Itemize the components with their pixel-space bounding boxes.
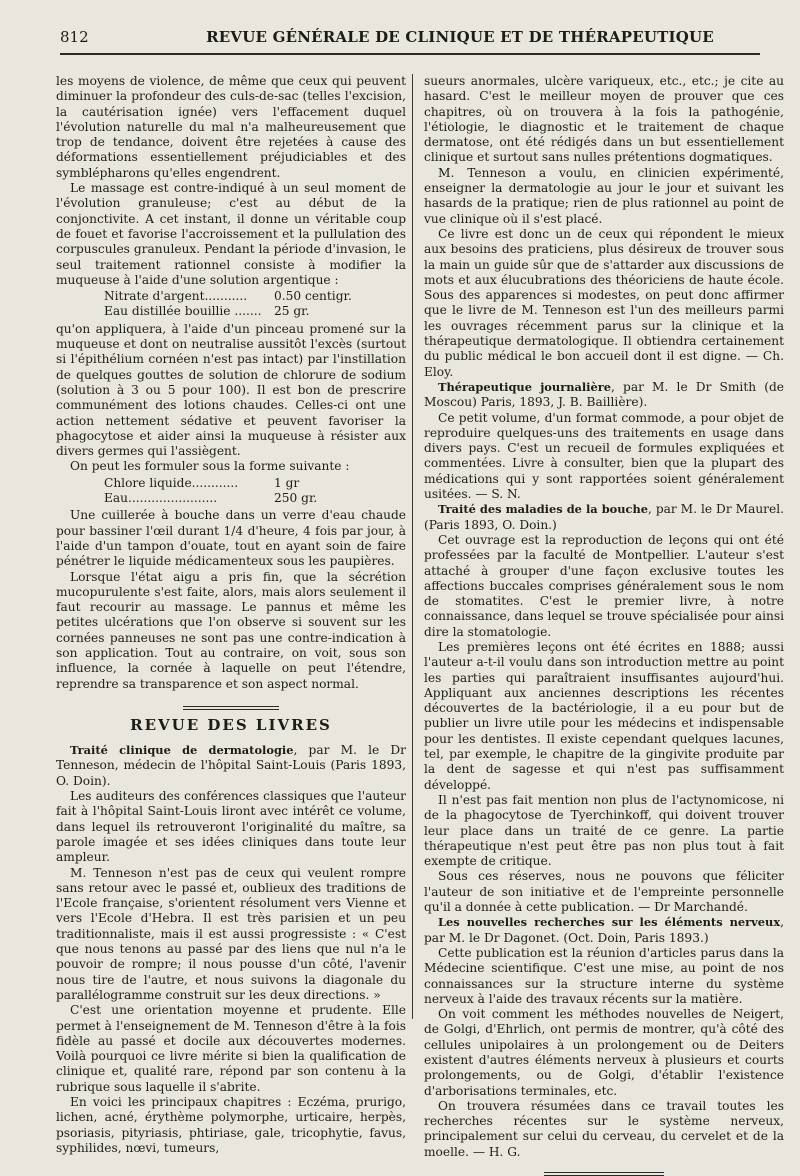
book-entry <box>424 380 784 411</box>
end-rule <box>544 1172 664 1176</box>
running-title: REVUE GÉNÉRALE DE CLINIQUE ET DE THÉRAPEUTIQUE <box>206 28 714 46</box>
paragraph: les moyens de violence, de même que ceux qui peuvent diminuer la profondeur des culs-de-sac (telles l'excision, la cautérisation ignée) vers l'effacement duquel l'évolution naturelle du mal n'a malheureusement que trop de tendance, doivent être rejetées à cause des déformations essentiellement préjudiciables et des symblépharons qu'elles engendrent. <box>56 74 406 180</box>
ingredient-name: Chlore liquide............ <box>104 475 239 490</box>
ingredient-dose: 0.50 centigr. <box>274 289 352 304</box>
section-separator <box>183 706 279 710</box>
book-citation: , par M. le Dr Smith (de Moscou) Paris, 1893, J. B. Baillière). <box>424 379 784 410</box>
paragraph: C'est une orientation moyenne et prudente. Elle permet à l'enseignement de M. Tenneson d'être à la fois fidèle au passé et docile aux découvertes modernes. Voilà pourquoi ce livre mérite si bien la qualification de clinique et, qualité rare, répond par son contenu à la rubrique sous laquelle il s'abrite. <box>56 1003 406 1094</box>
header-rule <box>60 53 760 55</box>
paragraph: sueurs anormales, ulcère variqueux, etc., etc.; je cite au hasard. C'est le meilleur moyen de prouver que ces chapitres, où on trouvera à la fois la pathogénie, l'étiologie, le diagnostic et le traitement de chaque dermatose, ont été rédigés dans un but essentiellement clinique et surtout sans nulles prétentions dogmatiques. <box>424 74 784 165</box>
book-title: Les nouvelles recherches sur les éléments nerveux <box>438 915 781 930</box>
ingredient-name: Nitrate d'argent........... <box>104 289 248 304</box>
prescription-formula <box>56 289 406 320</box>
paragraph: Une cuillerée à bouche dans un verre d'eau chaude pour bassiner l'œil durant 1/4 d'heure, 4 fois par jour, à l'aide d'un tampon d'ouate, tout en ayant soin de faire pénétrer le liquide médicamenteux sous les paupières. <box>56 508 406 569</box>
paragraph: Cet ouvrage est la reproduction de leçons qui ont été professées par la faculté de Montpellier. L'auteur s'est attaché à grouper d'une façon exclusive toutes les affections buccales comprises généralement sous le nom de stomatites. C'est le premier livre, à notre connaissance, dans lequel se trouve spécialisée pour ainsi dire la stomatologie. <box>424 532 784 639</box>
paragraph: Sous ces réserves, nous ne pouvons que féliciter l'auteur de son initiative et de l'empreinte personnelle qu'il a donnée à cette publication. — Dr Marchandé. <box>424 869 784 915</box>
book-entry <box>424 915 784 946</box>
paragraph: Le massage est contre-indiqué à un seul moment de l'évolution granuleuse; c'est au début de la conjonctivite. A cet instant, il donne un véritable coup de fouet et favorise l'accroissement et la pullulation des corpuscules granuleux. Pendant la période d'invasion, le seul traitement rationnel consiste à modifier la muqueuse à l'aide d'une solution argentique : <box>56 181 406 287</box>
page-header <box>60 28 760 54</box>
ingredient-dose: 25 gr. <box>274 304 310 319</box>
formula-row <box>56 491 406 506</box>
paragraph: M. Tenneson n'est pas de ceux qui veulent rompre sans retour avec le passé et, oublieux des traditions de l'Ecole française, s'orientent résolument vers Vienne et vers l'Ecole d'Hebra. Il est très parisien et un peu traditionnaliste, mais il est aussi progressiste : « C'est que nous tenons au passé par des liens que nul n'a le pouvoir de rompre; il nous pousse d'un côté, l'avenir nous tire de l'autre, et nous suivons la diagonale du parallélogramme construit sur les deux directions. » <box>56 865 406 1002</box>
paragraph: Les premières leçons ont été écrites en 1888; aussi l'auteur a-t-il voulu dans son introduction mettre au point les parties qui paraîtraient insuffisantes aujourd'hui. Appliquant aux anciennes descriptions les récentes découvertes de la bactériologie, il a eu pour but de publier un livre utile pour les médecins et indispensable pour les dentistes. Il existe cependant quelques lacunes, tel, par exemple, le chapitre de la gingivite produite par la dent de sagesse et qui n'est pas suffisamment développé. <box>424 639 784 792</box>
book-citation: , par M. le Dr Tenneson, médecin de l'hôpital Saint-Louis (Paris 1893, O. Doin). <box>56 743 407 788</box>
paragraph: On peut les formuler sous la forme suivante : <box>70 459 350 474</box>
paragraph: On voit comment les méthodes nouvelles de Neigert, de Golgi, d'Ehrlich, ont permis de montrer, qu'à côté des cellules unipolaires à un prolongement ou de Deiters existent d'autres éléments nerveux à plusieurs et courts prolongements, ou de Golgi, d'établir l'existence d'arborisations terminales, etc. <box>424 1007 784 1098</box>
paragraph: Cette publication est la réunion d'articles parus dans la Médecine scientifique. C'est une mise, au point de nos connaissances sur la structure interne du système nerveux à l'aide des travaux récents sur la matière. <box>424 945 784 1006</box>
left-column <box>56 74 407 1155</box>
book-title: Traité des maladies de la bouche <box>438 502 649 517</box>
column-divider <box>412 74 413 1019</box>
prescription-formula <box>56 476 406 507</box>
formula-row <box>56 289 406 304</box>
paragraph: Lorsque l'état aigu a pris fin, que la sécrétion mucopurulente s'est faite, alors, mais alors seulement il faut recourir au massage. Le pannus et même les petites ulcérations que l'on observe si souvent sur les cornées panneuses ne sont pas une contre-indication à son application. Tout au contraire, on voit, sous son influence, la cornée à laquelle on peut l'étendre, reprendre sa transparence et son aspect normal. <box>56 569 406 691</box>
paragraph: On trouvera résumées dans ce travail toutes les recherches récentes sur le système nerveux, principalement sur celui du cerveau, du cervelet et de la moelle. — H. G. <box>424 1098 784 1159</box>
page-number: 812 <box>60 28 89 46</box>
book-title: Traité clinique de dermatologie <box>70 743 294 758</box>
book-citation: , par M. le Dr Maurel. (Paris 1893, O. Doin.) <box>424 502 784 532</box>
paragraph: Ce livre est donc un de ceux qui répondent le mieux aux besoins des praticiens, plus désireux de trouver sous la main un guide sûr que de s'attarder aux discussions de mots et aux élucubrations des théoriciens de haute école. Sous des apparences si modestes, on peut donc affirmer que le livre de M. Tenneson est l'un des meilleurs parmi les ouvrages récemment parus sur la clinique et la thérapeutique dermatologique. Il obtiendra certainement du public médical le bon accueil dont il est digne. — Ch. Eloy. <box>424 226 784 379</box>
right-column <box>424 74 784 1159</box>
book-entry <box>56 743 406 789</box>
section-title: REVUE DES LIVRES <box>130 715 332 734</box>
ingredient-name: Eau distillée bouillie ....... <box>104 304 262 319</box>
paragraph: Ce petit volume, d'un format commode, a pour objet de reproduire quelques-uns des traitements en usage dans divers pays. C'est un recueil de formules expliquées et commentées. Livre à consulter, bien que la plupart des médications qui y sont rapportées soient généralement usitées. — S. N. <box>424 410 784 502</box>
paragraph: En voici les principaux chapitres : Eczéma, prurigo, lichen, acné, érythème polymorphe, urticaire, herpès, psoriasis, pityriasis, phtiriase, gale, tricophytie, favus, syphilides, nœvi, tumeurs, <box>56 1095 406 1155</box>
book-citation: , par M. le Dr Dagonet. (Oct. Doin, Paris 1893.) <box>424 915 784 945</box>
formula-row <box>56 304 406 319</box>
ingredient-dose: 1 gr <box>274 475 300 490</box>
paragraph: qu'on appliquera, à l'aide d'un pinceau promené sur la muqueuse et dont on neutralise aussitôt l'excès (surtout si l'épithélium cornéen n'est pas intact) par l'instillation de quelques gouttes de solution de chlorure de sodium (solution à 3 ou 5 pour 100). Il est bon de prescrire communément des lotions chaudes. Celles-ci ont une action nettement sédative et peuvent favoriser la phagocytose et aider ainsi la muqueuse à résister aux divers germes qui l'assiègent. <box>56 321 406 459</box>
ingredient-name: Eau....................... <box>104 491 218 506</box>
paragraph: Les auditeurs des conférences classiques que l'auteur fait à l'hôpital Saint-Louis liront avec intérêt ce volume, dans lequel ils retrouveront l'originalité du maître, sa parole imagée et ses idées cliniques dans toute leur ampleur. <box>56 789 406 865</box>
paragraph: Il n'est pas fait mention non plus de l'actynomicose, ni de la phagocytose de Tyerchinkoff, qui doivent trouver leur place dans un traité de ce genre. La partie thérapeutique n'est peut être pas non plus tout à fait exempte de critique. <box>424 792 784 869</box>
formula-row <box>56 476 406 491</box>
book-title: Thérapeutique journalière <box>438 379 612 394</box>
ingredient-dose: 250 gr. <box>274 491 318 506</box>
book-entry <box>424 502 784 533</box>
paragraph: M. Tenneson a voulu, en clinicien expérimenté, enseigner la dermatologie au jour le jour et suivant les hasards de la pratique; rien de plus rationnel au point de vue clinique où il s'est placé. <box>424 165 784 226</box>
